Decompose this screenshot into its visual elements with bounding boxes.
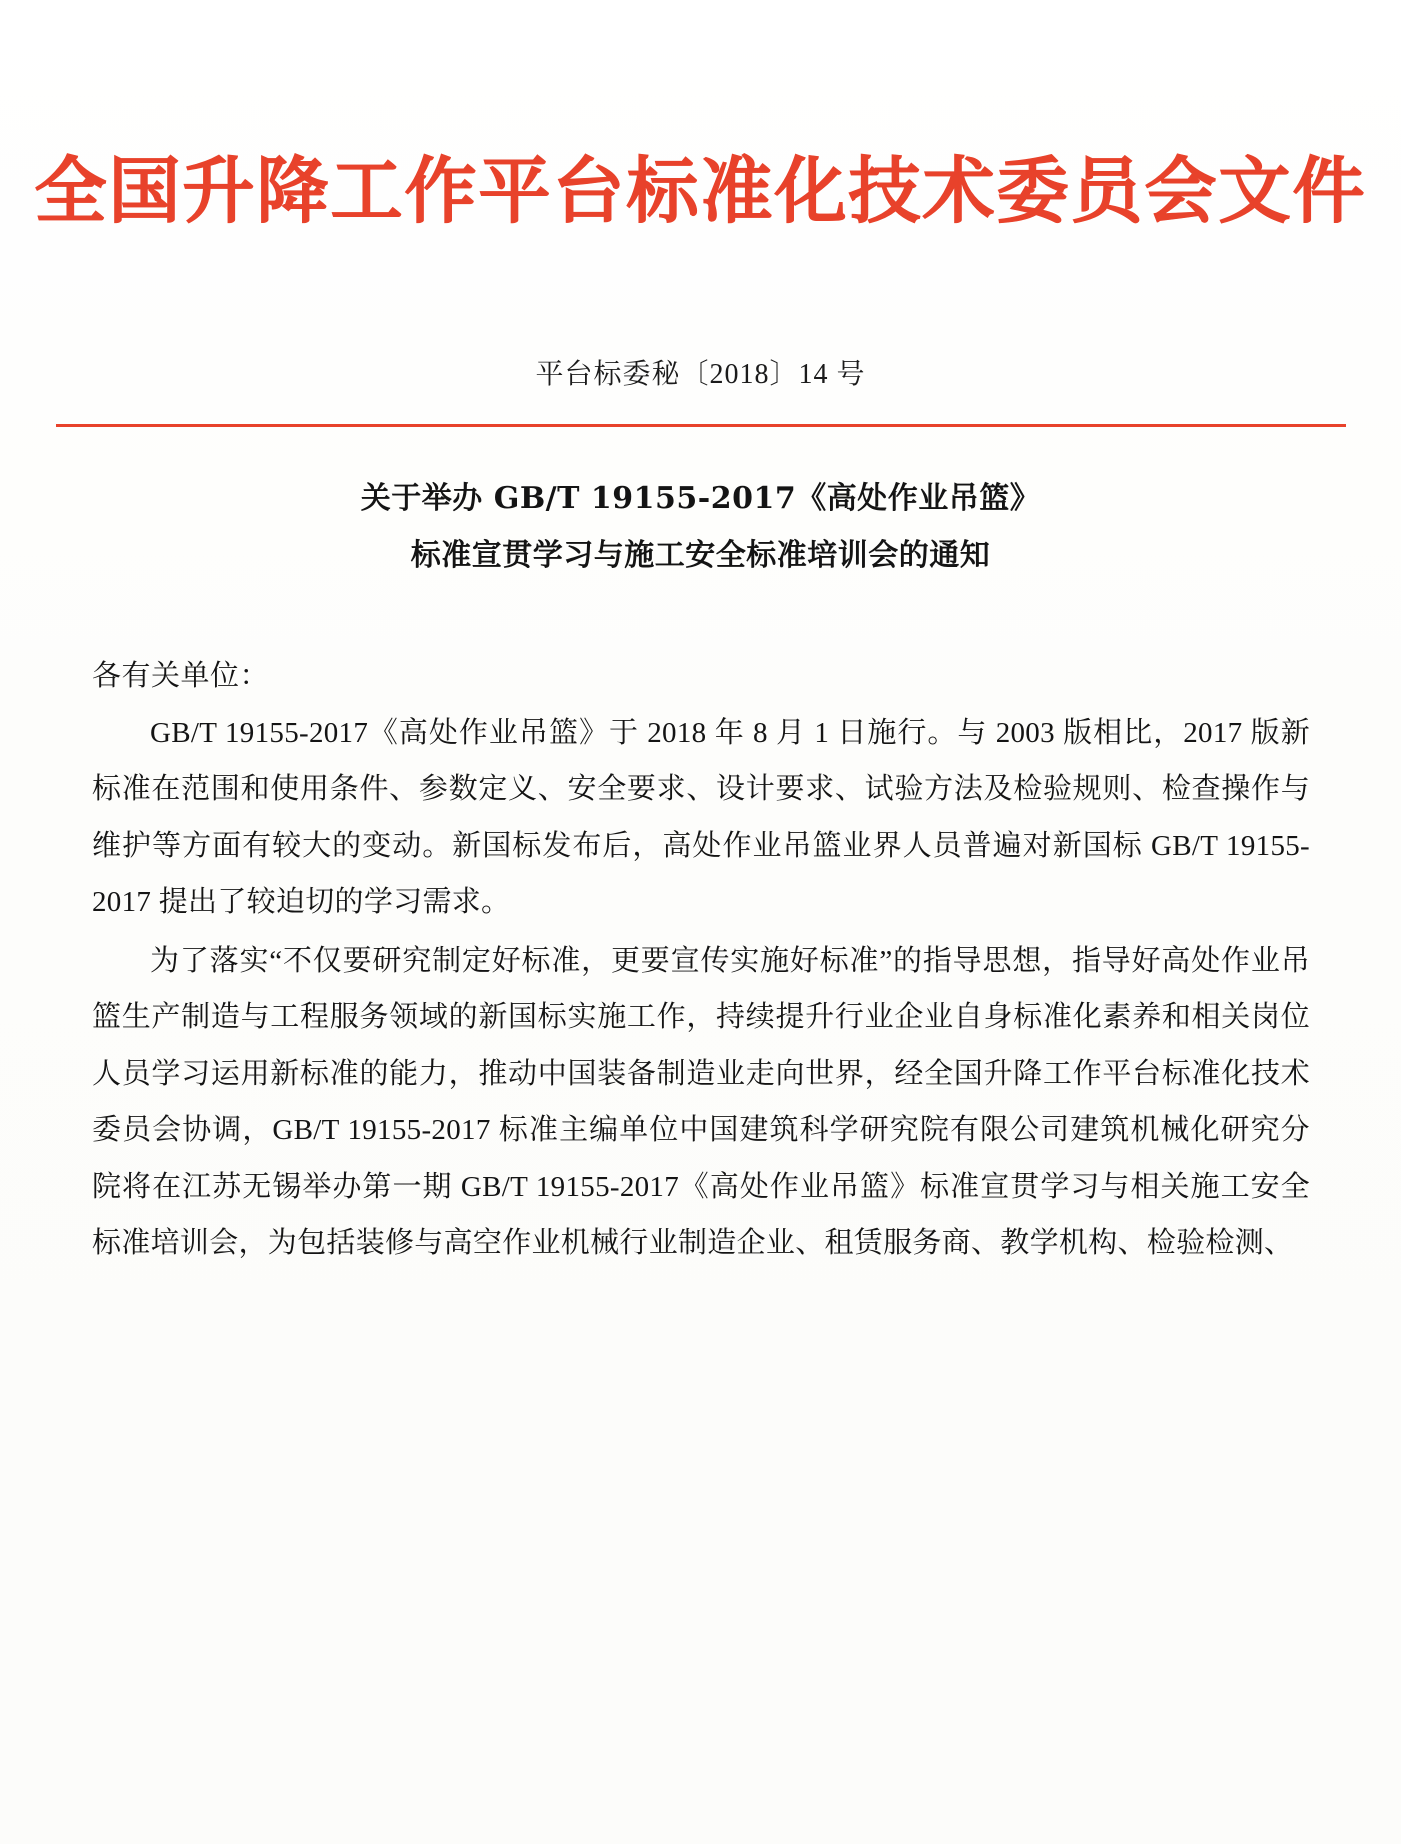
page-title: 全国升降工作平台标准化技术委员会文件 [34, 148, 1367, 233]
document-header [0, 150, 1401, 233]
document-body [92, 648, 1310, 1272]
document-number: 平台标委秘〔2018〕14 号 [535, 359, 866, 390]
red-divider-rule [56, 424, 1346, 427]
salutation: 各有关单位： [92, 660, 270, 692]
body-paragraph-1: GB/T 19155-2017《高处作业吊篮》于 2018 年 8 月 1 日施行。与 2003 版相比，2017 版新标准在范围和使用条件、参数定义、安全要求、设计要求、试验方法及检验规则、检查操作与维护等方面有较大的变动。新国标发布后，高处作业吊篮业界人员普遍对新国标 GB/T 19155-2017 提出了较迫切的学习需求。 [92, 716, 1310, 919]
subject-line-2: 标准宣贯学习与施工安全标准培训会的通知 [410, 538, 991, 573]
subject-line-1: 关于举办 GB/T 19155-2017《高处作业吊篮》 [360, 481, 1041, 516]
body-paragraph-2: 为了落实“不仅要研究制定好标准，更要宣传实施好标准”的指导思想，指导好高处作业吊篮生产制造与工程服务领域的新国标实施工作，持续提升行业企业自身标准化素养和相关岗位人员学习运用新标准的能力，推动中国装备制造业走向世界，经全国升降工作平台标准化技术委员会协调，GB/T 19155-2017 标准主编单位中国建筑科学研究院有限公司建筑机械化研究分院将在江苏无锡举办第一期 GB/T 19155-2017《高处作业吊篮》标准宣贯学习与相关施工安全标准培训会，为包括装修与高空作业机械行业制造企业、租赁服务商、教学机构、检验检测、 [92, 944, 1310, 1260]
subject-block [0, 470, 1401, 584]
